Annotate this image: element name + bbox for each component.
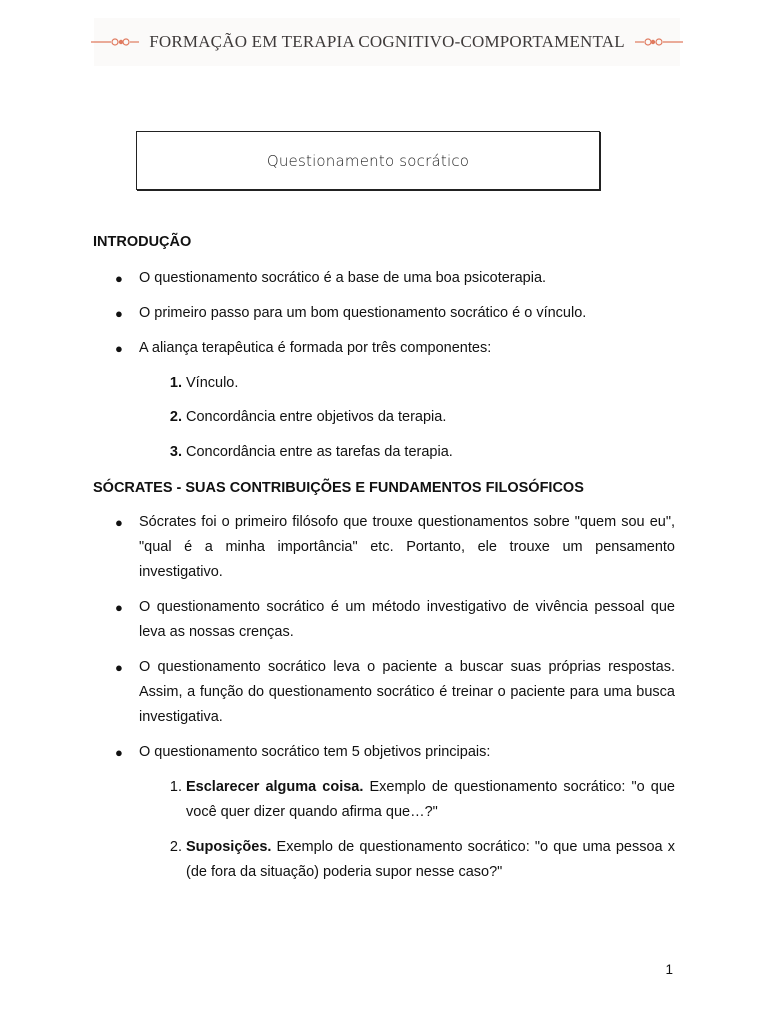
list-item <box>115 655 675 730</box>
bullet-icon: ● <box>115 306 123 321</box>
item-number: 1. <box>169 375 182 391</box>
item-number: 2. <box>169 409 182 425</box>
left-ornament-icon <box>91 35 139 49</box>
right-ornament-icon <box>635 35 683 49</box>
item-term: Suposições. <box>186 839 272 855</box>
numbered-item <box>162 371 675 396</box>
list-item <box>115 740 675 765</box>
bullet-icon: ● <box>115 341 123 356</box>
bullet-icon: ● <box>115 271 123 286</box>
section-heading-introducao: INTRODUÇÃO <box>93 234 192 250</box>
item-text: Vínculo. <box>186 375 239 391</box>
page-header <box>94 18 680 66</box>
list-item <box>115 266 675 291</box>
list-item-text: O questionamento socrático leva o paciente a buscar suas próprias respostas. Assim, a função do questionamento socrático é treinar o paciente para uma busca investigativa. <box>139 659 675 725</box>
item-description: Exemplo de questionamento socrático: "o que uma pessoa x (de fora da situação) poderia supor nesse caso?" <box>186 839 675 880</box>
item-text: Concordância entre objetivos da terapia. <box>186 409 447 425</box>
document-title: Questionamento socrático <box>266 151 470 170</box>
bullet-icon: ● <box>115 745 123 760</box>
bullet-icon: ● <box>115 660 123 675</box>
item-number: 2. <box>169 839 182 855</box>
item-number: 3. <box>169 444 182 460</box>
numbered-item <box>162 775 675 825</box>
section-heading-socrates: SÓCRATES - SUAS CONTRIBUIÇÕES E FUNDAMENTOS FILOSÓFICOS <box>93 480 584 496</box>
list-item <box>115 595 675 645</box>
document-title-box <box>136 131 600 190</box>
list-item-text: A aliança terapêutica é formada por três componentes: <box>139 340 492 356</box>
header-title: FORMAÇÃO EM TERAPIA COGNITIVO-COMPORTAMENTAL <box>149 32 625 51</box>
list-item-text: O questionamento socrático é a base de uma boa psicoterapia. <box>139 270 547 286</box>
item-text <box>186 835 675 885</box>
item-description: Exemplo de questionamento socrático: "o que você quer dizer quando afirma que…?" <box>186 779 675 820</box>
list-item <box>115 510 675 585</box>
numbered-item <box>162 440 675 465</box>
numbered-item <box>162 835 675 885</box>
numbered-item <box>162 405 675 430</box>
bullet-icon: ● <box>115 600 123 615</box>
list-item-text: O questionamento socrático tem 5 objetivos principais: <box>139 744 491 760</box>
list-item <box>115 301 675 326</box>
item-text: Concordância entre as tarefas da terapia. <box>186 444 453 460</box>
bullet-icon: ● <box>115 515 123 530</box>
list-item <box>115 336 675 361</box>
page-number: 1 <box>665 962 673 977</box>
item-number: 1. <box>169 779 182 795</box>
list-item-text: Sócrates foi o primeiro filósofo que trouxe questionamentos sobre "quem sou eu", "qual é a minha importância" etc. Portanto, ele trouxe um pensamento investigativo. <box>139 514 675 580</box>
item-text <box>186 775 675 825</box>
list-item-text: O primeiro passo para um bom questionamento socrático é o vínculo. <box>139 305 587 321</box>
list-item-text: O questionamento socrático é um método investigativo de vivência pessoal que leva as nossas crenças. <box>139 599 675 640</box>
item-term: Esclarecer alguma coisa. <box>186 779 364 795</box>
